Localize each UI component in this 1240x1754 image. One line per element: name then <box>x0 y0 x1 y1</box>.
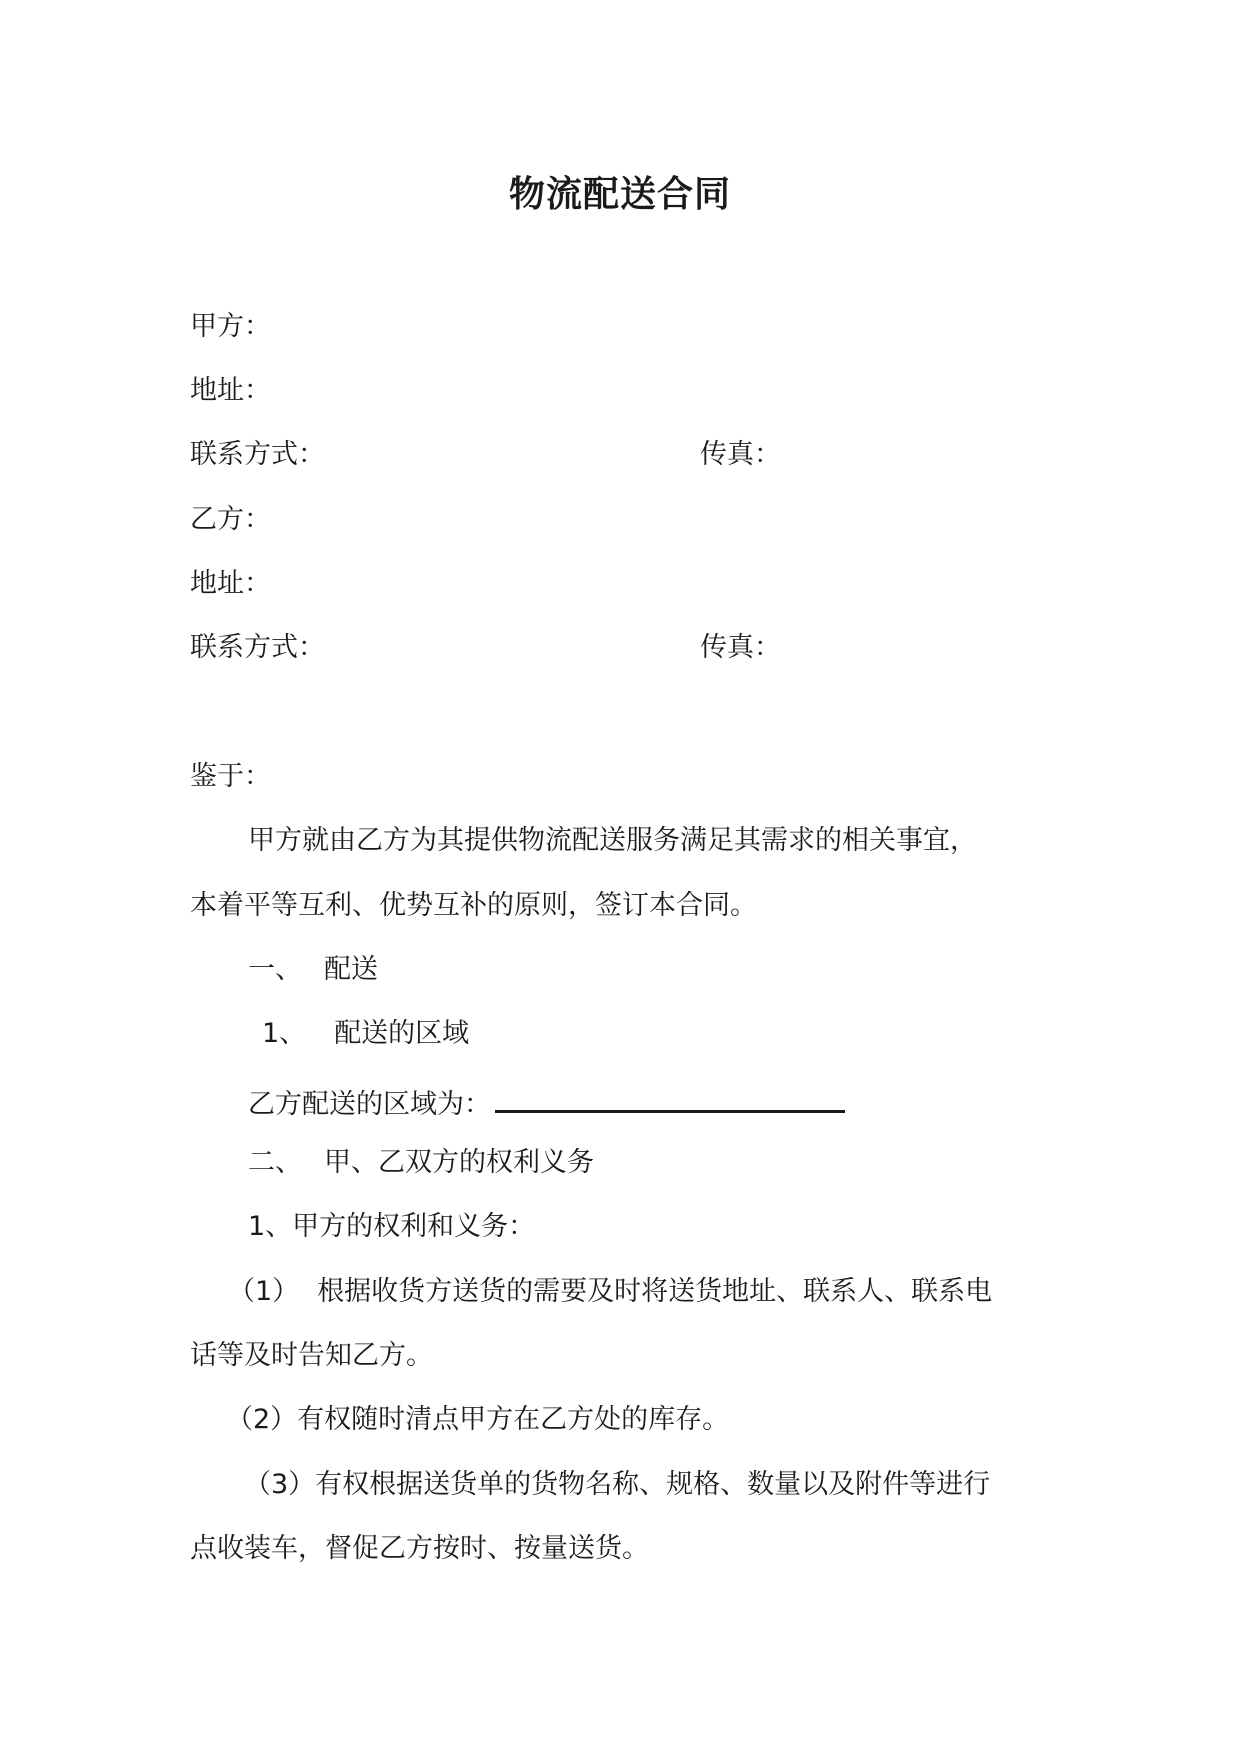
section-1-heading <box>248 953 378 987</box>
preamble-line-2: 本着平等互利、优势互补的原则，签订本合同。 <box>190 890 757 921</box>
party-a-name-label: 甲方： <box>190 311 271 342</box>
clause-3-line-1: （3）有权根据送货单的货物名称、规格、数量以及附件等进行 <box>244 1469 991 1500</box>
section-1-sub-1-number: 1、 <box>262 1018 307 1049</box>
section-1-sub-1-title: 配送的区域 <box>334 1018 470 1049</box>
party-a-address-label: 地址： <box>190 375 271 406</box>
delivery-area-label: 乙方配送的区域为： <box>248 1089 491 1120</box>
clause-1-line-2: 话等及时告知乙方。 <box>190 1340 433 1371</box>
document-title: 物流配送合同 <box>508 173 731 215</box>
party-a-contact-label: 联系方式： <box>190 439 325 470</box>
party-b-name-label: 乙方： <box>190 504 271 535</box>
section-2-title: 甲、乙双方的权利义务 <box>324 1147 594 1178</box>
section-1-number: 一、 <box>248 954 302 985</box>
clause-2-line: （2）有权随时清点甲方在乙方处的库存。 <box>226 1404 730 1435</box>
delivery-area-blank <box>495 1082 845 1113</box>
whereas-label: 鉴于： <box>190 761 271 792</box>
party-b-contact-label: 联系方式： <box>190 632 325 663</box>
section-1-sub-1-heading <box>262 1017 469 1051</box>
clause-1-text: 根据收货方送货的需要及时将送货地址、联系人、联系电 <box>317 1276 993 1307</box>
delivery-area-line <box>248 1082 845 1122</box>
section-2-number: 二、 <box>248 1147 302 1178</box>
party-b-fax-label: 传真： <box>700 632 781 663</box>
clause-1-line-1 <box>228 1275 992 1309</box>
party-b-address-label: 地址： <box>190 568 271 599</box>
clause-3-line-2: 点收装车，督促乙方按时、按量送货。 <box>190 1533 649 1564</box>
preamble-line-1: 甲方就由乙方为其提供物流配送服务满足其需求的相关事宜， <box>248 825 977 856</box>
clause-1-number: （1） <box>228 1276 300 1307</box>
section-1-title: 配送 <box>324 954 378 985</box>
party-a-rights-heading: 1、甲方的权利和义务： <box>248 1211 536 1242</box>
party-a-fax-label: 传真： <box>700 439 781 470</box>
section-2-heading <box>248 1146 594 1180</box>
